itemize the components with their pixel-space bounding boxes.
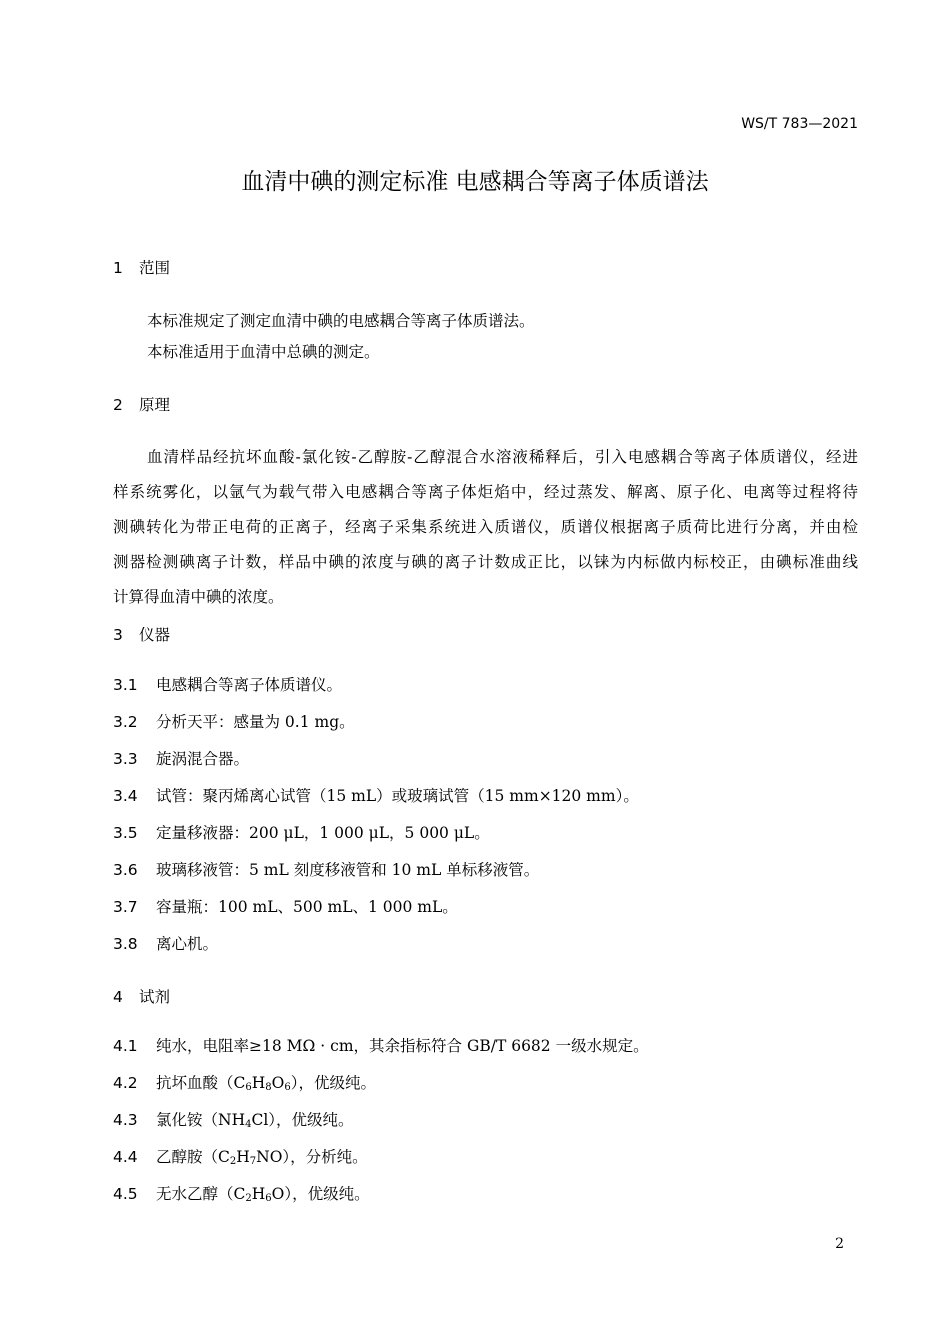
- list-item: [113, 747, 249, 769]
- list-item: [113, 784, 639, 806]
- list-item: [113, 932, 218, 954]
- item-text: 玻璃移液管：5 mL 刻度移液管和 10 mL 单标移液管。: [156, 861, 540, 879]
- subscript: 7: [249, 1156, 257, 1167]
- section-heading: [113, 393, 170, 415]
- item-text: 纯水，电阻率≥18 MΩ · cm，其余指标符合 GB/T 6682 一级水规定。: [156, 1037, 649, 1055]
- section-number: 2: [113, 396, 123, 414]
- item-text: H: [251, 1074, 266, 1092]
- item-number: 3.3: [113, 750, 138, 768]
- subscript: 6: [284, 1082, 291, 1093]
- item-number: 4.1: [113, 1037, 138, 1055]
- subscript: 2: [229, 1156, 237, 1167]
- subscript: 6: [265, 1193, 272, 1204]
- item-text: 定量移液器：200 μL，1 000 μL，5 000 μL。: [156, 824, 490, 842]
- paragraph-line: 样系统雾化，以氩气为载气带入电感耦合等离子体炬焰中，经过蒸发、解离、原子化、电离等过程将待: [113, 483, 858, 501]
- item-text: 无水乙醇（C: [156, 1185, 246, 1203]
- item-number: 3.5: [113, 824, 138, 842]
- document-title: 血清中碘的测定标准 电感耦合等离子体质谱法: [241, 169, 709, 195]
- section-title: 仪器: [139, 626, 171, 644]
- paragraph: 本标准适用于血清中总碘的测定。: [147, 343, 380, 361]
- item-number: 3.6: [113, 861, 138, 879]
- item-number: 3.7: [113, 898, 138, 916]
- item-text: 抗坏血酸（C: [156, 1074, 246, 1092]
- paragraph-line: 测碘转化为带正电荷的正离子，经离子采集系统进入质谱仪，质谱仪根据离子质荷比进行分离，并由检: [113, 518, 858, 536]
- item-text: 乙醇胺（C: [156, 1148, 230, 1166]
- list-item: [113, 895, 458, 917]
- item-number: 4.5: [113, 1185, 138, 1203]
- section-number: 3: [113, 626, 123, 644]
- item-text: 试管：聚丙烯离心试管（15 mL）或玻璃试管（15 mm×120 mm）。: [156, 787, 639, 805]
- section-heading: [113, 623, 170, 645]
- item-text: 电感耦合等离子体质谱仪。: [156, 676, 343, 694]
- item-number: 3.8: [113, 935, 138, 953]
- section-title: 原理: [139, 396, 171, 414]
- item-text: 容量瓶：100 mL、500 mL、1 000 mL。: [156, 898, 458, 916]
- item-text: 旋涡混合器。: [156, 750, 250, 768]
- list-item: [113, 1108, 354, 1130]
- subscript: 4: [245, 1119, 252, 1130]
- item-text: O），优级纯。: [271, 1185, 370, 1203]
- paragraph-line: 测器检测碘离子计数，样品中碘的浓度与碘的离子计数成正比，以铼为内标做内标校正，由碘标准曲线: [113, 553, 858, 571]
- section-number: 4: [113, 988, 123, 1006]
- subscript: 2: [245, 1193, 252, 1204]
- item-text: NO），分析纯。: [256, 1148, 368, 1166]
- list-item: [113, 1071, 376, 1093]
- item-text: H: [251, 1185, 266, 1203]
- item-text: 氯化铵（NH: [156, 1111, 246, 1129]
- item-text: H: [236, 1148, 250, 1166]
- item-text: 离心机。: [156, 935, 219, 953]
- list-item: [113, 1145, 368, 1167]
- subscript: 6: [245, 1082, 252, 1093]
- section-title: 试剂: [139, 988, 171, 1006]
- list-item: [113, 858, 539, 880]
- section-number: 1: [113, 259, 123, 277]
- list-item: [113, 710, 355, 732]
- list-item: [113, 821, 490, 843]
- item-number: 4.4: [113, 1148, 138, 1166]
- paragraph-line: 计算得血清中碘的浓度。: [113, 588, 284, 606]
- item-number: 4.2: [113, 1074, 138, 1092]
- list-item: [113, 1182, 370, 1204]
- standard-number: WS/T 783—2021: [741, 116, 858, 132]
- item-text: ），优级纯。: [290, 1074, 377, 1092]
- section-heading: [113, 985, 170, 1007]
- page-number: 2: [835, 1236, 844, 1252]
- item-number: 3.2: [113, 713, 138, 731]
- item-number: 4.3: [113, 1111, 138, 1129]
- paragraph: 本标准规定了测定血清中碘的电感耦合等离子体质谱法。: [147, 312, 535, 330]
- subscript: 8: [265, 1082, 272, 1093]
- item-number: 3.1: [113, 676, 138, 694]
- paragraph-line: 血清样品经抗坏血酸-氯化铵-乙醇胺-乙醇混合水溶液稀释后，引入电感耦合等离子体质谱仪，经进: [147, 448, 858, 466]
- item-text: Cl），优级纯。: [251, 1111, 354, 1129]
- list-item: [113, 673, 342, 695]
- item-number: 3.4: [113, 787, 138, 805]
- item-text: O: [271, 1074, 285, 1092]
- list-item: [113, 1034, 649, 1056]
- section-heading: [113, 256, 170, 278]
- section-title: 范围: [139, 259, 171, 277]
- item-text: 分析天平：感量为 0.1 mg。: [156, 713, 355, 731]
